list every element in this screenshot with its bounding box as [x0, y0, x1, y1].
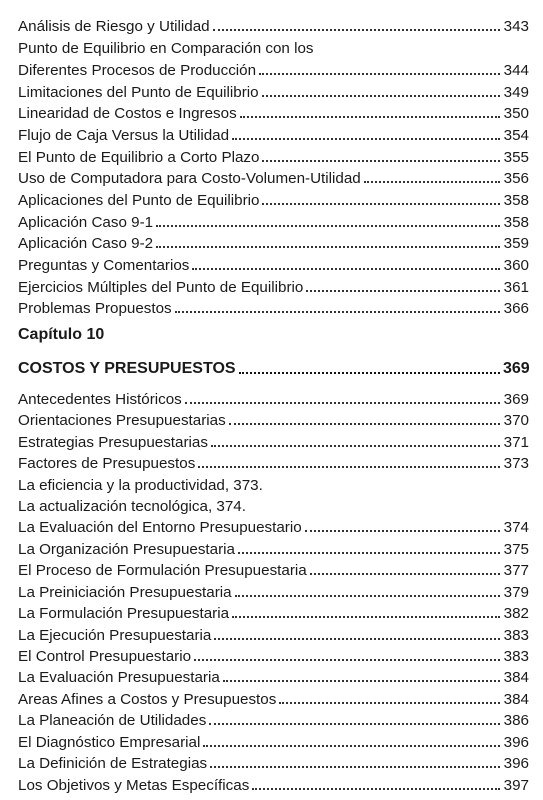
entry-page: 344: [503, 61, 529, 79]
entry-page: 369: [503, 390, 529, 408]
toc-subentry: [18, 493, 529, 514]
toc-entry: [18, 252, 529, 273]
entry-title: Orientaciones Presupuestarias: [18, 411, 226, 429]
entry-page: 358: [503, 191, 529, 209]
dot-leader: [306, 290, 500, 292]
entry-title: Aplicación Caso 9-1: [18, 213, 154, 231]
dot-leader: [156, 246, 500, 248]
entry-title: Limitaciones del Punto de Equilibrio: [18, 83, 259, 101]
toc-entry: [18, 407, 529, 428]
toc-entry: [18, 622, 529, 643]
dot-leader: [203, 745, 500, 747]
entry-page: 349: [503, 83, 529, 101]
entry-page: 354: [503, 126, 529, 144]
entry-page: 379: [503, 583, 529, 601]
dot-leader: [259, 73, 500, 75]
entry-title: La Definición de Estrategias: [18, 754, 208, 772]
entry-page: 370: [503, 411, 529, 429]
toc-entry: [18, 579, 529, 600]
dot-leader: [239, 372, 500, 374]
toc-entry: [18, 386, 529, 407]
toc-entry: [18, 144, 529, 165]
entry-page: 384: [503, 690, 529, 708]
entry-title: La Preiniciación Presupuestaria: [18, 583, 232, 601]
entry-title: El Proceso de Formulación Presupuestaria: [18, 561, 307, 579]
chapter-title: COSTOS Y PRESUPUESTOS: [18, 360, 236, 377]
entry-page: 350: [503, 104, 529, 122]
entry-title: Flujo de Caja Versus la Utilidad: [18, 126, 230, 144]
entry-title: Uso de Computadora para Costo-Volumen-Utilidad: [18, 169, 361, 187]
dot-leader: [209, 723, 500, 725]
dot-leader: [262, 203, 500, 205]
toc-entry: [18, 707, 529, 728]
entry-page: 355: [503, 148, 529, 166]
toc-entry-continued: [18, 35, 529, 56]
entry-page: 343: [503, 17, 529, 35]
toc-entry: [18, 729, 529, 750]
entry-page: 371: [503, 433, 529, 451]
entry-page: 360: [503, 256, 529, 274]
entry-page: 369: [503, 360, 530, 377]
entry-page: 397: [503, 776, 529, 794]
chapter-label: [18, 322, 529, 343]
dot-leader: [240, 116, 500, 118]
entry-title: Análisis de Riesgo y Utilidad: [18, 17, 210, 35]
entry-page: 386: [503, 711, 529, 729]
dot-leader: [198, 466, 500, 468]
chapter-title-entry: [18, 356, 529, 377]
entry-title: Estrategias Presupuestarias: [18, 433, 208, 451]
entry-title: Problemas Propuestos: [18, 299, 172, 317]
toc-entry: [18, 429, 529, 450]
entry-page: 383: [503, 626, 529, 644]
entry-title: Punto de Equilibrio en Comparación con los: [18, 39, 314, 57]
entry-title: La Planeación de Utilidades: [18, 711, 207, 729]
entry-title: Linearidad de Costos e Ingresos: [18, 104, 237, 122]
entry-title: La Organización Presupuestaria: [18, 540, 235, 558]
entry-title: El Punto de Equilibrio a Corto Plazo: [18, 148, 260, 166]
entry-page: 361: [503, 278, 529, 296]
toc-entry: [18, 514, 529, 535]
toc-entry: [18, 100, 529, 121]
subentry-title: La eficiencia y la productividad, 373.: [18, 476, 263, 494]
toc-entry: [18, 750, 529, 771]
entry-page: 396: [503, 754, 529, 772]
entry-title: Antecedentes Históricos: [18, 390, 182, 408]
entry-page: 384: [503, 668, 529, 686]
toc-entry: [18, 274, 529, 295]
dot-leader: [156, 225, 500, 227]
toc-entry: [18, 600, 529, 621]
entry-page: 374: [503, 518, 529, 536]
dot-leader: [262, 160, 500, 162]
entry-title: La Evaluación Presupuestaria: [18, 668, 220, 686]
entry-title: Aplicación Caso 9-2: [18, 234, 154, 252]
toc-entry: [18, 557, 529, 578]
entry-page: 383: [503, 647, 529, 665]
entry-page: 382: [503, 604, 529, 622]
entry-page: 373: [503, 454, 529, 472]
toc-entry: [18, 295, 529, 316]
dot-leader: [310, 573, 500, 575]
entry-title: La Evaluación del Entorno Presupuestario: [18, 518, 302, 536]
entry-page: 366: [503, 299, 529, 317]
dot-leader: [305, 530, 500, 532]
dot-leader: [214, 638, 500, 640]
toc-entry: [18, 643, 529, 664]
dot-leader: [211, 445, 500, 447]
toc-entry: [18, 209, 529, 230]
dot-leader: [262, 95, 500, 97]
toc-entry: [18, 13, 529, 34]
toc-entry: [18, 230, 529, 251]
entry-title: Los Objetivos y Metas Específicas: [18, 776, 250, 794]
dot-leader: [232, 138, 500, 140]
entry-page: 358: [503, 213, 529, 231]
dot-leader: [223, 680, 500, 682]
dot-leader: [232, 616, 500, 618]
entry-title: Preguntas y Comentarios: [18, 256, 190, 274]
entry-page: 359: [503, 234, 529, 252]
entry-title: Ejercicios Múltiples del Punto de Equilibrio: [18, 278, 304, 296]
toc-entry: [18, 536, 529, 557]
toc-entry: [18, 450, 529, 471]
entry-title: Factores de Presupuestos: [18, 454, 196, 472]
entry-title: Aplicaciones del Punto de Equilibrio: [18, 191, 260, 209]
entry-title: El Control Presupuestario: [18, 647, 192, 665]
dot-leader: [364, 181, 500, 183]
toc-entry: [18, 187, 529, 208]
entry-page: 396: [503, 733, 529, 751]
dot-leader: [229, 423, 500, 425]
dot-leader: [235, 595, 500, 597]
entry-title: La Ejecución Presupuestaria: [18, 626, 212, 644]
dot-leader: [210, 766, 500, 768]
entry-page: 375: [503, 540, 529, 558]
toc-entry: [18, 772, 529, 793]
toc-entry: [18, 122, 529, 143]
entry-title: Areas Afines a Costos y Presupuestos: [18, 690, 277, 708]
dot-leader: [192, 268, 500, 270]
toc-entry: [18, 165, 529, 186]
dot-leader: [213, 29, 500, 31]
toc-entry: [18, 664, 529, 685]
entry-title: La Formulación Presupuestaria: [18, 604, 230, 622]
entry-page: 356: [503, 169, 529, 187]
toc-entry: [18, 686, 529, 707]
chapter-number: Capítulo 10: [18, 326, 105, 343]
dot-leader: [279, 702, 500, 704]
entry-title: El Diagnóstico Empresarial: [18, 733, 201, 751]
dot-leader: [238, 552, 500, 554]
subentry-title: La actualización tecnológica, 374.: [18, 497, 246, 515]
entry-title: Diferentes Procesos de Producción: [18, 61, 257, 79]
toc-subentry: [18, 472, 529, 493]
toc-entry: [18, 79, 529, 100]
toc-entry: [18, 57, 529, 78]
dot-leader: [185, 402, 500, 404]
dot-leader: [252, 788, 500, 790]
dot-leader: [194, 659, 500, 661]
dot-leader: [175, 311, 500, 313]
entry-page: 377: [503, 561, 529, 579]
